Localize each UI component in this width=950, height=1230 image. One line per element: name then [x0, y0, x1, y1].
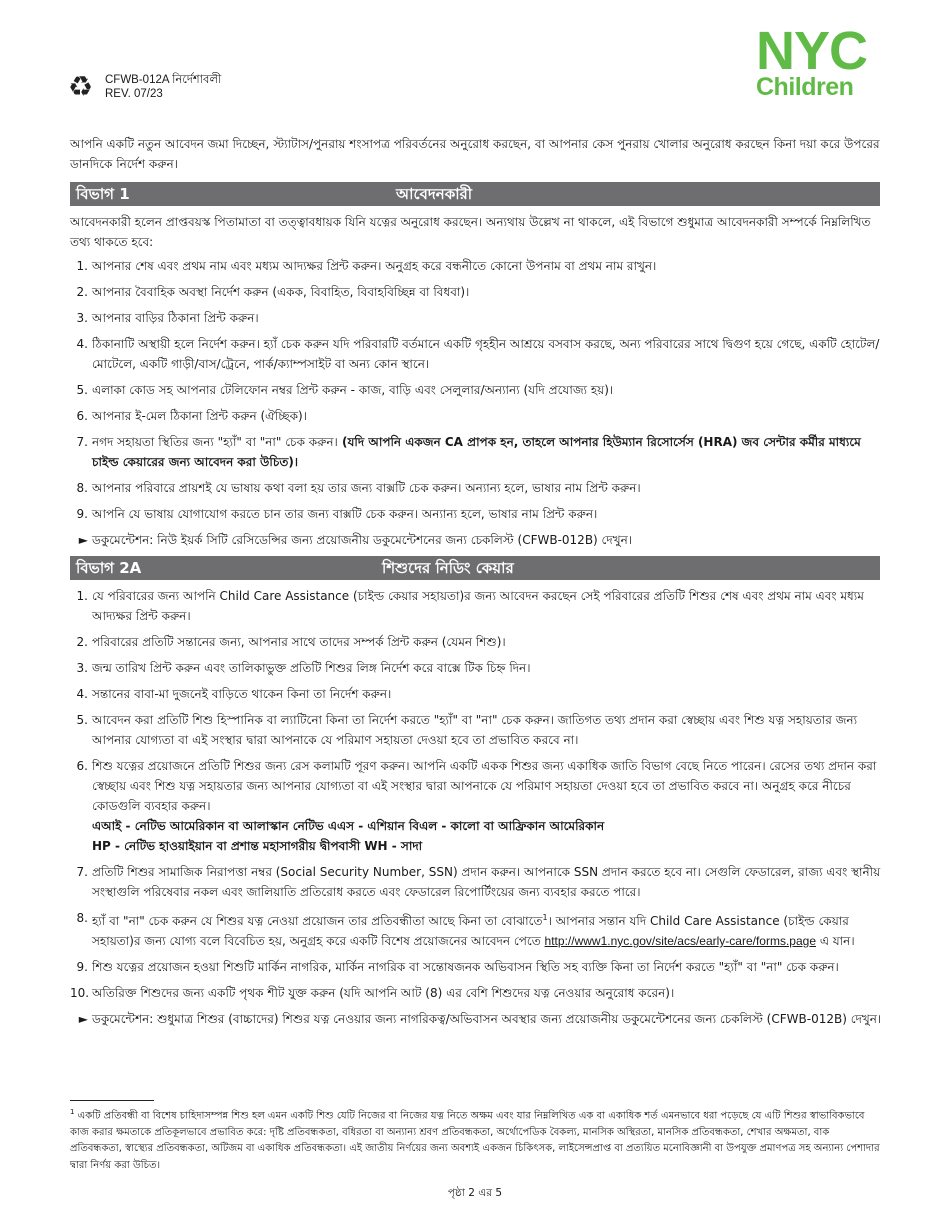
list-item: 7. নগদ সহায়তা স্থিতির জন্য "হ্যাঁ" বা "না" চেক করুন। (যদি আপনি একজন CA প্রাপক হন, তাহলে আপনার হিউম্যান রিসোর্সেস (HRA) জব সেন্টার কর্মীর মাধ্যমে চাইল্ড কেয়ারের জন্য আবেদন করা উচিত)। [76, 435, 861, 469]
section-1-header [70, 182, 880, 206]
list-item: 2. পরিবারের প্রতিটি সন্তানের জন্য, আপনার সাথে তাদের সম্পর্ক প্রিন্ট করুন (যেমন শিশু)। [76, 635, 506, 649]
form-code-block [105, 73, 221, 101]
footnote-text: একটি প্রতিবন্ধী বা বিশেষ চাহিদাসম্পন্ন শিশু হল এমন একটি শিশু যেটি নিজের বা নিজের যত্ন নিতে অক্ষম এবং যার নিম্নলিখিত এক বা একাধিক শর্ত এমনভাবে ধরা পড়েছে যে এটি শিশুর স্বাভাবিকভাবে কাজ করার ক্ষমতাকে প্রতিকূলভাবে প্রভাবিত করে: দৃষ্টি প্রতিবন্ধকতা, বধিরতা বা অন্যান্য শ্রবণ প্রতিবন্ধকতা, অর্থোপেডিক বৈকল্য, মানসিক অস্থিরতা, মানসিক প্রতিবন্ধকতা, শেখার অক্ষমতা, বাক প্রতিবন্ধকতা, স্বাস্থ্যের প্রতিবন্ধকতা, অটিজম বা একাধিক প্রতিবন্ধকতা। এই জাতীয় নির্ণয়ের জন্য অবশ্যই একজন চিকিৎসক, লাইসেন্সপ্রাপ্ত বা প্রত্যয়িত মনোবিজ্ঞানী বা উপযুক্ত প্রমাণপত্র সহ অন্যান্য পেশাদার দ্বারা নির্ণয় করা উচিত। [70, 1110, 880, 1171]
race-codes-line-2: HP - নেটিভ হাওয়াইয়ান বা প্রশান্ত মহাসাগরীয় দ্বীপবাসী WH - সাদা [92, 839, 423, 853]
list-item: 5. এলাকা কোড সহ আপনার টেলিফোন নম্বর প্রিন্ট করুন - কাজ, বাড়ি এবং সেলুলার/অন্যান্য (যদি প্রযোজ্য হয়)। [76, 383, 614, 397]
recycle-icon: ♻ [68, 70, 94, 103]
list-item: 3. আপনার বাড়ির ঠিকানা প্রিন্ট করুন। [76, 311, 259, 325]
ca-recipient-note: (যদি আপনি একজন CA প্রাপক হন, তাহলে আপনার হিউম্যান রিসোর্সেস (HRA) জব সেন্টার কর্মীর মাধ্যমে চাইল্ড কেয়ারের জন্য আবেদন করা উচিত)। [92, 435, 861, 469]
section-2a-list [70, 586, 882, 1029]
form-code: CFWB-012A নির্দেশাবলী [105, 74, 222, 86]
race-codes-line-1: এআই - নেটিভ আমেরিকান বা আলাস্কান নেটিভ এএস - এশিয়ান বিএল - কালো বা আফ্রিকান আমেরিকান [92, 819, 605, 833]
list-item: 6. আপনার ই-মেল ঠিকানা প্রিন্ট করুন (ঐচ্ছিক)। [76, 409, 307, 423]
page-header [0, 0, 950, 120]
list-item: 4. সন্তানের বাবা-মা দুজনেই বাড়িতে থাকেন কিনা তা নির্দেশ করুন। [76, 687, 392, 701]
list-item: 8. আপনার পরিবারে প্রায়শই যে ভাষায় কথা বলা হয় তার জন্য বাক্সটি চেক করুন। অন্যান্য হলে, ভাষার নাম প্রিন্ট করুন। [76, 481, 641, 495]
list-item: 5. আবেদন করা প্রতিটি শিশু হিস্পানিক বা ল্যাটিনো কিনা তা নির্দেশ করতে "হ্যাঁ" বা "না" চেক করুন। জাতিগত তথ্য প্রদান করা স্বেচ্ছায় এবং শিশু যত্ন সহায়তার জন্য আপনার যোগ্যতা বা এই সংস্থার দ্বারা আপনাকে যে পরিমাণ সহায়তা দেওয়া হবে তা প্রভাবিত করবে না। [76, 713, 858, 747]
section-1-label: বিভাগ 1 [76, 185, 130, 203]
early-care-forms-link[interactable]: http://www1.nyc.gov/site/acs/early-care/forms.page [544, 934, 816, 948]
section-1-intro: আবেদনকারী হলেন প্রাপ্তবয়স্ক পিতামাতা বা তত্ত্বাবধায়ক যিনি যত্নের অনুরোধ করছেন। অন্যথায় উল্লেখ না থাকলে, এই বিভাগে শুধুমাত্র আবেদনকারী সম্পর্কে নিম্নলিখিত তথ্য থাকতে হবে: [70, 215, 871, 249]
section-1-title: আবেদনকারী [396, 185, 473, 203]
list-item: 3. জন্ম তারিখ প্রিন্ট করুন এবং তালিকাভুক্ত প্রতিটি শিশুর লিঙ্গ নির্দেশ করে বাক্সে টিক চিহ্ন দিন। [76, 661, 531, 675]
footnote-divider [70, 1100, 154, 1101]
logo-children-text: Children [756, 73, 854, 101]
intro-paragraph: আপনি একটি নতুন আবেদন জমা দিচ্ছেন, স্ট্যাটাস/পুনরায় শংসাপত্র পরিবর্তনের অনুরোধ করছেন, বা আপনার কেস পুনরায় খোলার অনুরোধ করছেন কিনা দয়া করে উপরের ডানদিকে নির্দেশ করুন। [70, 137, 880, 171]
list-item: 4. ঠিকানাটি অস্থায়ী হলে নির্দেশ করুন। হ্যাঁ চেক করুন যদি পরিবারটি বর্তমানে একটি গৃহহীন আশ্রয়ে বসবাস করছে, অন্য পরিবারের সাথে দ্বিগুণ হয়ে গেছে, একটি হোটেল/মোটেলে, একটি গাড়ী/বাস/ট্রেনে, পার্ক/ক্যাম্পসাইট বা অন্য কোন স্থানে। [76, 337, 880, 371]
document-body [70, 134, 882, 1035]
list-item: 1. যে পরিবারের জন্য আপনি Child Care Assistance (চাইল্ড কেয়ার সহায়তা)র জন্য আবেদন করছেন সেই পরিবারের প্রতিটি শিশুর শেষ এবং প্রথম নাম এবং মধ্যম আদ্যক্ষর প্রিন্ট করুন। [76, 589, 864, 623]
footnote [70, 1104, 880, 1174]
footnote-number: 1 [70, 1108, 75, 1116]
logo-nyc-text: NYC [756, 21, 868, 81]
list-item: 7. প্রতিটি শিশুর সামাজিক নিরাপত্তা নম্বর (Social Security Number, SSN) প্রদান করুন। আপনাকে SSN প্রদান করতে হবে না। সেগুলি ফেডারেল, রাজ্য এবং স্থানীয় সংস্থাগুলি পরিষেবার নকল এবং জালিয়াতি প্রতিরোধ করতে এবং ফেডারেল রিপোর্টিংয়ের জন্য ব্যবহার করতে পারে। [76, 865, 881, 899]
arrow-bullet-icon: ► [78, 533, 88, 547]
section-2a-header [70, 556, 880, 580]
documentation-note: ► ডকুমেন্টেশন: শুধুমাত্র শিশুর (বাচ্চাদের) শিশুর যত্ন নেওয়ার জন্য নাগরিকত্ব/অভিবাসন অবস্থার জন্য প্রয়োজনীয় ডকুমেন্টেশনের জন্য চেকলিস্ট (CFWB-012B) দেখুন। [70, 1009, 882, 1029]
list-item: 1. আপনার শেষ এবং প্রথম নাম এবং মধ্যম আদ্যক্ষর প্রিন্ট করুন। অনুগ্রহ করে বন্ধনীতে কোনো উপনাম বা প্রথম নাম রাখুন। [76, 259, 657, 273]
list-item: 2. আপনার বৈবাহিক অবস্থা নির্দেশ করুন (একক, বিবাহিত, বিবাহবিচ্ছিন্ন বা বিধবা)। [76, 285, 470, 299]
section-2a-label: বিভাগ 2A [76, 559, 142, 577]
footnote-marker: 1 [542, 913, 548, 922]
list-item: 10. অতিরিক্ত শিশুদের জন্য একটি পৃথক শীট যুক্ত করুন (যদি আপনি আট (8) এর বেশি শিশুদের যত্ন নেওয়ার অনুরোধ করেন)। [70, 986, 675, 1000]
section-1-list [70, 256, 882, 550]
list-item: 9. আপনি যে ভাষায় যোগাযোগ করতে চান তার জন্য বাক্সটি চেক করুন। অন্যান্য হলে, ভাষার নাম প্রিন্ট করুন। [76, 507, 598, 521]
arrow-bullet-icon: ► [78, 1012, 88, 1026]
list-item: 9. শিশু যত্নের প্রয়োজন হওয়া শিশুটি মার্কিন নাগরিক, মার্কিন নাগরিক বা সন্তোষজনক অভিবাসন স্থিতি সহ ব্যক্তি কিনা তা নির্দেশ করতে "হ্যাঁ" বা "না" চেক করুন। [76, 960, 839, 974]
revision-date: REV. 07/23 [105, 88, 163, 100]
documentation-note: ► ডকুমেন্টেশন: নিউ ইয়র্ক সিটি রেসিডেন্সির জন্য প্রয়োজনীয় ডকুমেন্টেশনের জন্য চেকলিস্ট (CFWB-012B) দেখুন। [70, 530, 882, 550]
list-item: 6. শিশু যত্নের প্রয়োজনে প্রতিটি শিশুর জন্য রেস কলামটি পূরণ করুন। আপনি একটি একক শিশুর জন্য একাধিক জাতি বিভাগ বেছে নিতে পারেন। রেসের তথ্য প্রদান করা স্বেচ্ছায় এবং শিশু যত্ন সহায়তার জন্য আপনার যোগ্যতা বা এই সংস্থার দ্বারা আপনাকে যে পরিমাণ সহায়তা দেওয়া হবে তা প্রভাবিত করবে না। অনুগ্রহ করে নীচের কোডগুলি ব্যবহার করুন। এআই - নেটিভ আমেরিকান বা আলাস্কান নেটিভ এএস - এশিয়ান বিএল - কালো বা আফ্রিকান আমেরিকান HP - নেটিভ হাওয়াইয়ান বা প্রশান্ত মহাসাগরীয় দ্বীপবাসী WH - সাদা [70, 756, 882, 856]
nyc-children-logo [756, 21, 896, 104]
page-number: পৃষ্ঠা 2 এর 5 [447, 1187, 503, 1199]
section-2a-title: শিশুদের নিডিং কেয়ার [382, 559, 514, 577]
list-item: 8. হ্যাঁ বা "না" চেক করুন যে শিশুর যত্ন নেওয়া প্রয়োজন তার প্রতিবন্ধীতা আছে কিনা তা বোঝাতে$^1$। আপনার সন্তান যদি Child Care Assistance (চাইল্ড কেয়ার সহায়তা)র জন্য যোগ্য বলে বিবেচিত হয়, অনুগ্রহ করে একটি বিশেষ প্রয়োজনের আবেদন পেতে http://www1.nyc.gov/site/acs/early-care/forms.page এ যান। [76, 911, 855, 948]
